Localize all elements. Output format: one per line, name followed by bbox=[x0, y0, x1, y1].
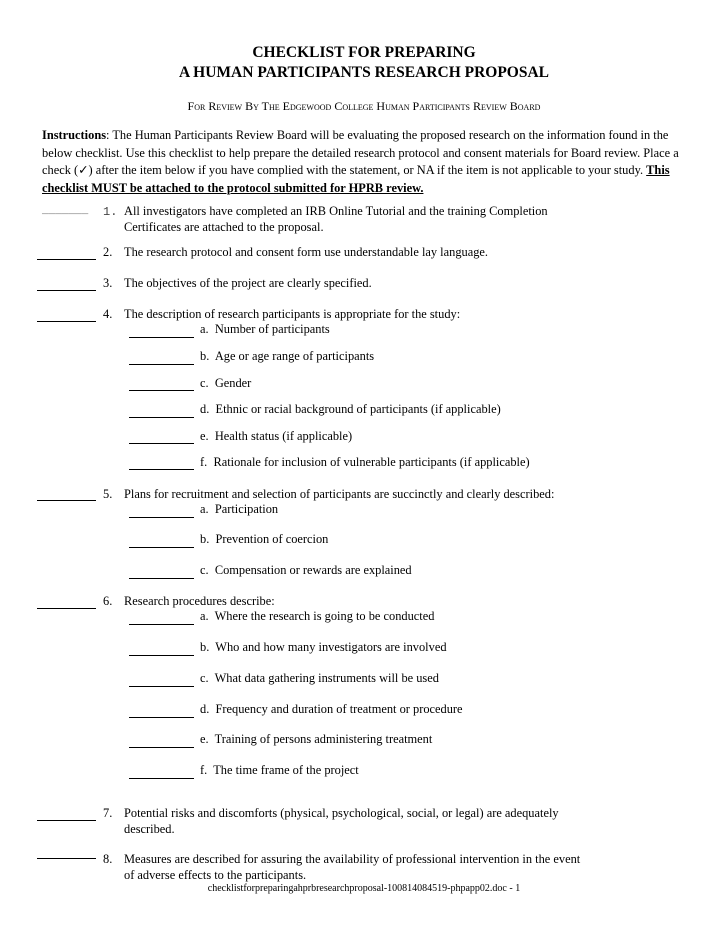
item-4c-check-blank[interactable] bbox=[129, 390, 194, 391]
item-3-check-blank[interactable] bbox=[37, 290, 96, 291]
item-5a-text bbox=[200, 502, 278, 517]
item-2-text: The research protocol and consent form use understandable lay language. bbox=[124, 245, 489, 259]
item-5a-label: Participation bbox=[214, 502, 279, 516]
item-4d-check-blank[interactable] bbox=[129, 417, 194, 418]
item-7-number: 7. bbox=[103, 806, 113, 820]
page-title-line-2: A HUMAN PARTICIPANTS RESEARCH PROPOSAL bbox=[178, 64, 550, 81]
item-6a-label: Where the research is going to be conducted bbox=[214, 609, 435, 623]
item-6-check-blank[interactable] bbox=[37, 608, 96, 609]
item-6c-letter: c. bbox=[200, 671, 209, 685]
item-6b-text bbox=[200, 640, 447, 655]
item-6f-check-blank[interactable] bbox=[129, 778, 194, 779]
item-4b-label: Age or age range of participants bbox=[214, 349, 375, 363]
item-3-number: 3. bbox=[103, 276, 113, 290]
item-8-check-blank[interactable] bbox=[37, 858, 96, 859]
item-6c-check-blank[interactable] bbox=[129, 686, 194, 687]
item-4a-text bbox=[200, 322, 330, 337]
item-4c-label: Gender bbox=[214, 376, 252, 390]
item-6a-text bbox=[200, 609, 434, 624]
item-5c-label: Compensation or rewards are explained bbox=[214, 563, 412, 577]
item-7-check-blank[interactable] bbox=[37, 820, 96, 821]
item-6e-text bbox=[200, 732, 432, 747]
instructions-paragraph bbox=[42, 127, 682, 197]
item-5b-check-blank[interactable] bbox=[129, 547, 194, 548]
item-5c-text bbox=[200, 563, 412, 578]
item-4f-letter: f. bbox=[200, 455, 208, 469]
item-4c-text bbox=[200, 376, 251, 391]
instructions-lead: Instructions bbox=[42, 128, 107, 142]
item-5b-label: Prevention of coercion bbox=[215, 532, 329, 546]
item-6b-label: Who and how many investigators are involved bbox=[215, 640, 447, 654]
item-1-number: 1. bbox=[103, 205, 118, 219]
page-title-line-1: CHECKLIST FOR PREPARING bbox=[252, 44, 476, 61]
item-5a-check-blank[interactable] bbox=[129, 517, 194, 518]
page-subtitle: For Review By The Edgewood College Human Participants Review Board bbox=[187, 99, 541, 113]
item-4f-check-blank[interactable] bbox=[129, 469, 194, 470]
item-8-number: 8. bbox=[103, 852, 113, 866]
item-6a-letter: a. bbox=[200, 609, 209, 623]
item-6d-letter: d. bbox=[200, 702, 210, 716]
item-4c-letter: c. bbox=[200, 376, 209, 390]
item-6d-text bbox=[200, 702, 463, 717]
item-6f-letter: f. bbox=[200, 763, 208, 777]
item-4-check-blank[interactable] bbox=[37, 321, 96, 322]
item-2-check-blank[interactable] bbox=[37, 259, 96, 260]
item-8-text: Measures are described for assuring the availability of professional intervention in the event of adverse effects to the participants. bbox=[124, 852, 581, 882]
item-6f-label: The time frame of the project bbox=[213, 763, 359, 777]
item-4e-label: Health status (if applicable) bbox=[214, 429, 353, 443]
item-4d-text bbox=[200, 402, 501, 417]
item-5-check-blank[interactable] bbox=[37, 500, 96, 501]
item-6b-letter: b. bbox=[200, 640, 210, 654]
page-footer: checklistforpreparingahprbresearchproposal-100814084519-phpapp02.doc - 1 bbox=[207, 883, 521, 894]
item-4d-letter: d. bbox=[200, 402, 210, 416]
instructions-text: : The Human Participants Review Board will be evaluating the proposed research on the information found in the below checklist. Use this checklist to help prepare the detailed research protocol and consent materials for Board review. Place a check (✓) after the item below if you have complied with the statement, or NA if the item is not applicable to your study. bbox=[42, 128, 679, 178]
item-5c-check-blank[interactable] bbox=[129, 578, 194, 579]
item-3-text: The objectives of the project are clearly specified. bbox=[124, 276, 372, 290]
item-4d-label: Ethnic or racial background of participants (if applicable) bbox=[215, 402, 501, 416]
item-5a-letter: a. bbox=[200, 502, 209, 516]
item-5-text: Plans for recruitment and selection of participants are succinctly and clearly described: bbox=[124, 487, 555, 501]
item-4a-letter: a. bbox=[200, 322, 209, 336]
item-5b-letter: b. bbox=[200, 532, 210, 546]
item-4-text: The description of research participants is appropriate for the study: bbox=[124, 307, 461, 321]
item-5c-letter: c. bbox=[200, 563, 209, 577]
instructions-must-note: This checklist MUST be attached to the protocol submitted for HPRB review. bbox=[42, 163, 670, 195]
item-6-number: 6. bbox=[103, 594, 113, 608]
item-1-text: All investigators have completed an IRB Online Tutorial and the training Completion Certificates are attached to the proposal. bbox=[124, 204, 548, 234]
item-6b-check-blank[interactable] bbox=[129, 655, 194, 656]
item-4e-text bbox=[200, 429, 352, 444]
item-4a-label: Number of participants bbox=[214, 322, 330, 336]
item-4b-text bbox=[200, 349, 374, 364]
item-4f-text bbox=[200, 455, 530, 470]
item-4b-letter: b. bbox=[200, 349, 210, 363]
item-6e-label: Training of persons administering treatment bbox=[214, 732, 433, 746]
item-5-number: 5. bbox=[103, 487, 113, 501]
item-1-blank[interactable]: _______ bbox=[42, 205, 89, 217]
item-4f-label: Rationale for inclusion of vulnerable participants (if applicable) bbox=[213, 455, 530, 469]
item-2-number: 2. bbox=[103, 245, 113, 259]
item-6-text: Research procedures describe: bbox=[124, 594, 275, 608]
item-6d-label: Frequency and duration of treatment or procedure bbox=[215, 702, 463, 716]
item-6f-text bbox=[200, 763, 359, 778]
item-4a-check-blank[interactable] bbox=[129, 337, 194, 338]
item-4e-check-blank[interactable] bbox=[129, 443, 194, 444]
item-6e-check-blank[interactable] bbox=[129, 747, 194, 748]
item-7-text: Potential risks and discomforts (physical, psychological, social, or legal) are adequately described. bbox=[124, 806, 559, 836]
item-6c-text bbox=[200, 671, 439, 686]
item-6d-check-blank[interactable] bbox=[129, 717, 194, 718]
item-6a-check-blank[interactable] bbox=[129, 624, 194, 625]
item-4e-letter: e. bbox=[200, 429, 209, 443]
item-4-number: 4. bbox=[103, 307, 113, 321]
item-6c-label: What data gathering instruments will be used bbox=[214, 671, 439, 685]
item-4b-check-blank[interactable] bbox=[129, 364, 194, 365]
item-5b-text bbox=[200, 532, 328, 547]
item-6e-letter: e. bbox=[200, 732, 209, 746]
